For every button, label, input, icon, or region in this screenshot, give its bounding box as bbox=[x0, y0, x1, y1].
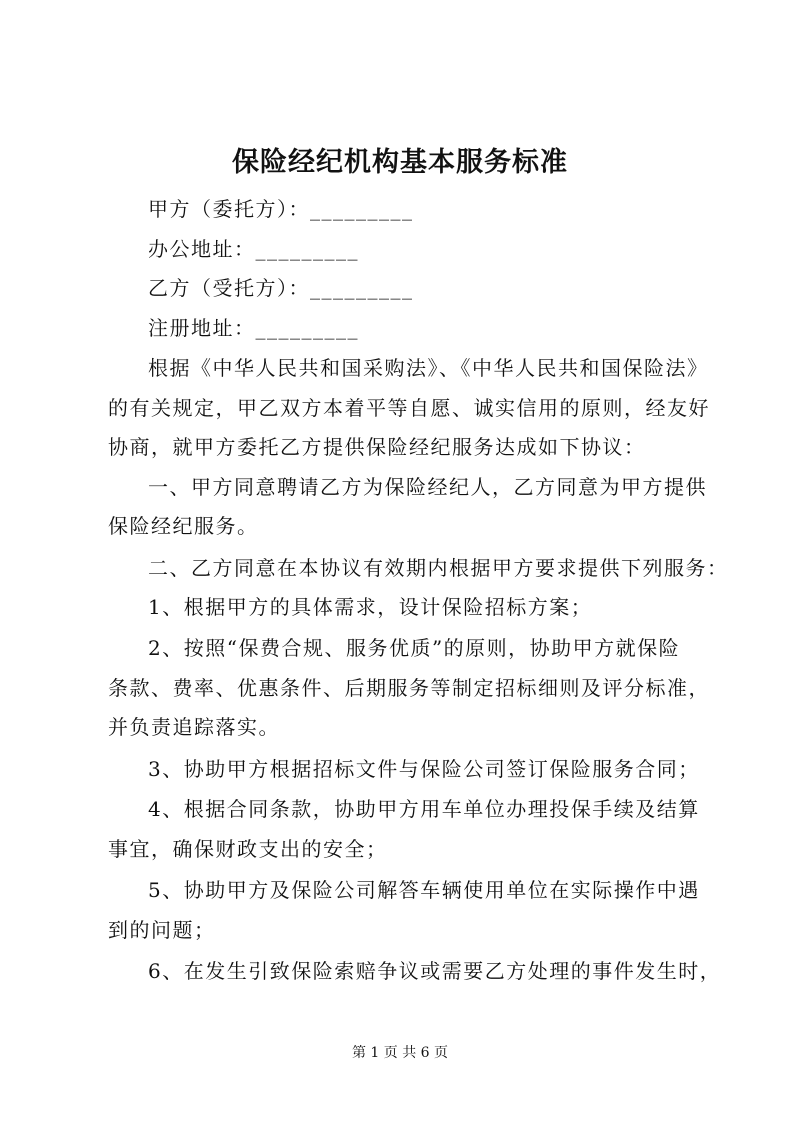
paragraph-line: 二、乙方同意在本协议有效期内根据甲方要求提供下列服务： bbox=[148, 556, 729, 580]
paragraph-line: 保险经纪服务。 bbox=[108, 514, 259, 538]
paragraph-line: 4、根据合同条款，协助甲方用车单位办理投保手续及结算 bbox=[148, 797, 700, 821]
paragraph-line: 5、协助甲方及保险公司解答车辆使用单位在实际操作中遇 bbox=[148, 878, 700, 902]
paragraph-line: 3、协助甲方根据招标文件与保险公司签订保险服务合同； bbox=[148, 757, 700, 781]
paragraph-line: 的有关规定，甲乙双方本着平等自愿、诚实信用的原则，经友好 bbox=[108, 396, 710, 420]
page-footer: 第 1 页 共 6 页 bbox=[351, 1045, 449, 1061]
paragraph-line: 2、按照“保费合规、服务优质”的原则，协助甲方就保险 bbox=[148, 636, 681, 660]
registered-address-field: 注册地址：_________ bbox=[148, 316, 359, 340]
paragraph-line: 协商，就甲方委托乙方提供保险经纪服务达成如下协议： bbox=[108, 435, 646, 459]
party-a-field: 甲方（委托方）：_________ bbox=[148, 197, 414, 221]
paragraph-line: 根据《中华人民共和国采购法》、《中华人民共和国保险法》 bbox=[148, 356, 709, 380]
party-b-field: 乙方（受托方）：_________ bbox=[148, 276, 414, 300]
paragraph-line: 一、甲方同意聘请乙方为保险经纪人，乙方同意为甲方提供 bbox=[148, 475, 707, 499]
paragraph-line: 条款、费率、优惠条件、后期服务等制定招标细则及评分标准， bbox=[108, 676, 710, 700]
paragraph-line: 事宜，确保财政支出的安全； bbox=[108, 837, 388, 861]
paragraph-line: 并负责追踪落实。 bbox=[108, 715, 280, 739]
paragraph-line: 到的问题； bbox=[108, 918, 216, 942]
paragraph-line: 1、根据甲方的具体需求，设计保险招标方案； bbox=[148, 595, 593, 619]
paragraph-line: 6、在发生引致保险索赔争议或需要乙方处理的事件发生时， bbox=[148, 959, 722, 983]
document-title: 保险经纪机构基本服务标准 bbox=[232, 147, 568, 178]
office-address-field: 办公地址：_________ bbox=[148, 237, 359, 261]
